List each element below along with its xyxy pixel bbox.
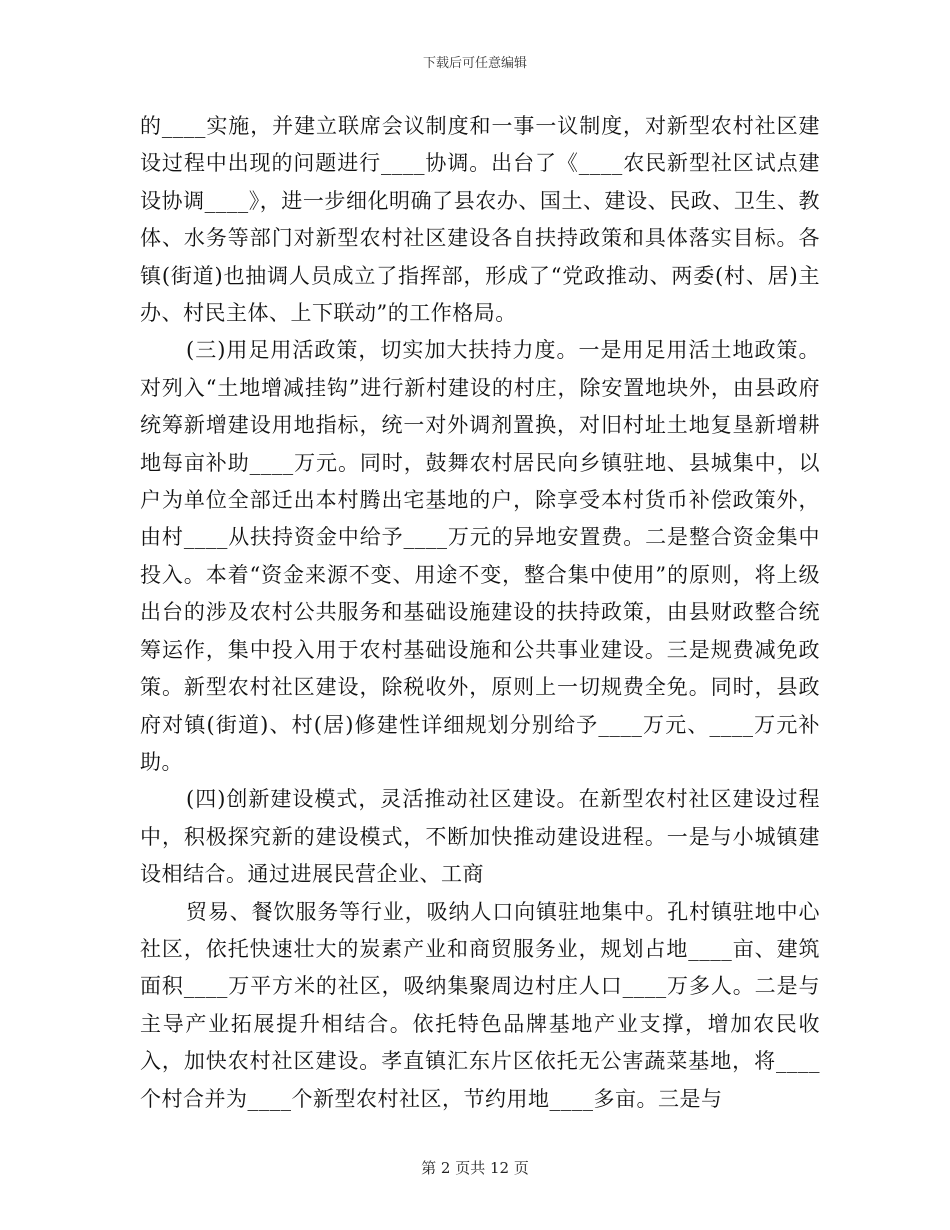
page-header: 下载后可任意编辑 [422,56,527,71]
page-number: 第 2 页共 12 页 [421,1159,529,1177]
document-body [140,108,820,1118]
paragraph-continuation: 的____实施，并建立联席会议制度和一事一议制度，对新型农村社区建设过程中出现的问题进行____协调。出台了《____农民新型社区试点建设协调____》，进一步细化明确了县农办、国土、建设、民政、卫生、教体、水务等部门对新型农村社区建设各自扶持政策和具体落实目标。各镇(街道)也抽调人员成立了指挥部，形成了“党政推动、两委(村、居)主办、村民主体、上下联动”的工作格局。 [140,114,820,326]
paragraph-section-4: (四)创新建设模式，灵活推动社区建设。在新型农村社区建设过程中，积极探究新的建设模式，不断加快推动建设进程。一是与小城镇建设相结合。通过进展民营企业、工商 [140,787,820,887]
paragraph-section-3: (三)用足用活政策，切实加大扶持力度。一是用足用活土地政策。对列入“土地增减挂钩”进行新村建设的村庄，除安置地块外，由县政府统筹新增建设用地指标，统一对外调剂置换，对旧村址土地复垦新增耕地每亩补助____万元。同时，鼓舞农村居民向乡镇驻地、县城集中，以户为单位全部迁出本村腾出宅基地的户，除享受本村货币补偿政策外，由村____从扶持资金中给予____万元的异地安置费。二是整合资金集中投入。本着“资金来源不变、用途不变，整合集中使用”的原则，将上级出台的涉及农村公共服务和基础设施建设的扶持政策，由县财政整合统筹运作，集中投入用于农村基础设施和公共事业建设。三是规费减免政策。新型农村社区建设，除税收外，原则上一切规费全免。同时，县政府对镇(街道)、村(居)修建性详细规划分别给予____万元、____万元补助。 [140,338,820,774]
paragraph-section-4-continued: 贸易、餐饮服务等行业，吸纳人口向镇驻地集中。孔村镇驻地中心社区，依托快速壮大的炭素产业和商贸服务业，规划占地____亩、建筑面积____万平方米的社区，吸纳集聚周边村庄人口____万多人。二是与主导产业拓展提升相结合。依托特色品牌基地产业支撑，增加农民收入，加快农村社区建设。孝直镇汇东片区依托无公害蔬菜基地，将____个村合并为____个新型农村社区，节约用地____多亩。三是与 [140,899,820,1111]
